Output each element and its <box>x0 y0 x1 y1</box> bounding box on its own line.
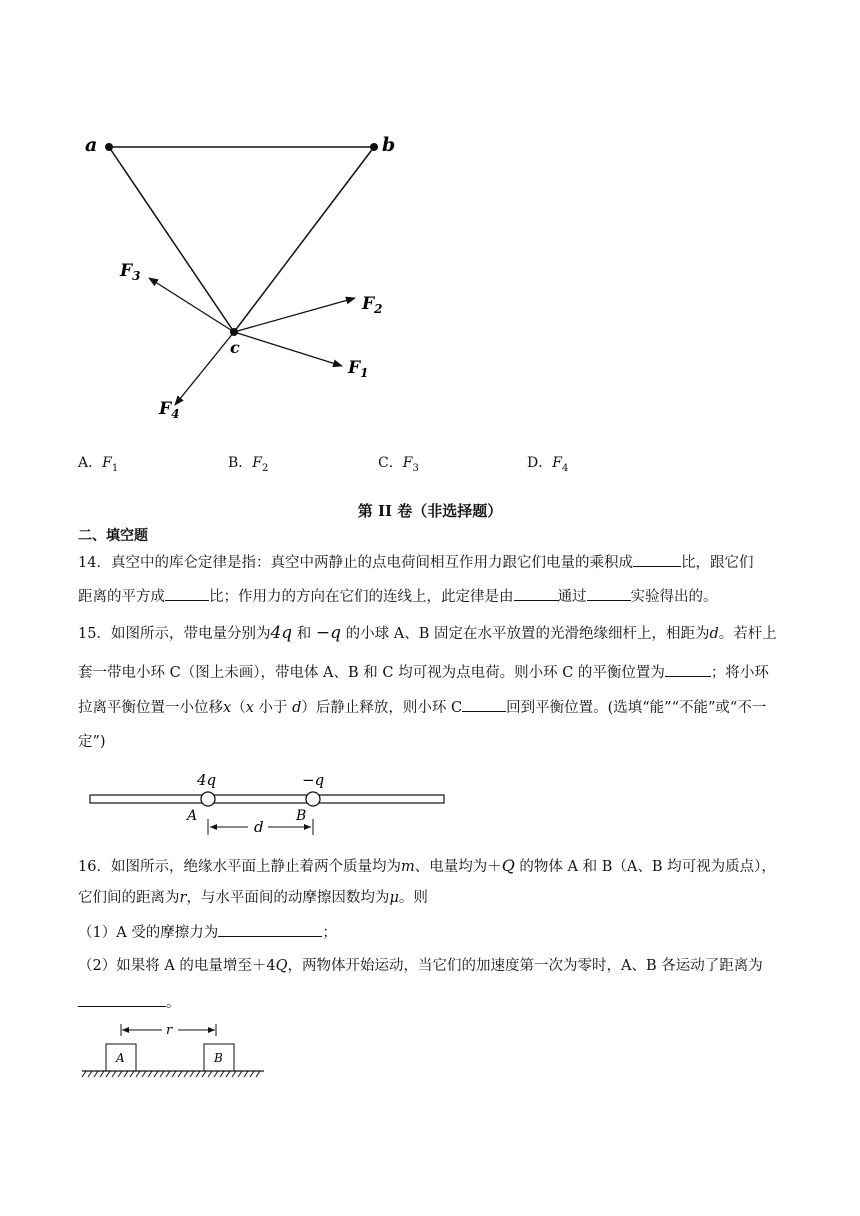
block-b-label: B <box>214 1051 223 1065</box>
edge-ac <box>109 147 234 332</box>
label-f4: $F_4$ <box>159 399 180 421</box>
q16-line5: 。 <box>78 992 181 1013</box>
section-title: 二、填空题 <box>78 528 148 544</box>
charge-b-label: −q <box>302 771 325 789</box>
blocks-diagram <box>78 1018 268 1082</box>
distance-r-label: r <box>166 1023 173 1038</box>
ground-hatching <box>82 1071 260 1077</box>
force-f4-arrow <box>175 332 234 405</box>
force-f2-arrow <box>234 298 355 332</box>
q16-line1: 16．如图所示，绝缘水平面上静止着两个质量均为m、电量均为＋Q 的物体 A 和 B（A、B 均可视为质点）， <box>78 856 776 875</box>
q14-blank-2[interactable] <box>165 586 209 601</box>
ball-a <box>201 792 215 806</box>
label-f2: $F_2$ <box>362 294 383 316</box>
q14-blank-4[interactable] <box>587 586 631 601</box>
q14-blank-3[interactable] <box>514 586 558 601</box>
option-c[interactable]: C．$F_3$ <box>378 455 419 474</box>
label-b: b <box>382 134 396 156</box>
q14-line1: 14．真空中的库仑定律是指：真空中两静止的点电荷间相互作用力跟它们电量的乘积成 比，跟它们 <box>78 552 753 573</box>
q14-blank-1[interactable] <box>633 552 681 567</box>
force-diagram <box>80 120 420 430</box>
option-d[interactable]: D．$F_4$ <box>527 455 569 474</box>
charge-a-label: 4q <box>197 771 217 789</box>
ball-a-label: A <box>187 808 198 824</box>
q15-line3: 拉离平衡位置一小位移x（x 小于 d）后静止释放，则小环 C 回到平衡位置。(选填“能”“不能”或“不一 <box>78 697 766 718</box>
ball-b <box>306 792 320 806</box>
q15-blank-1[interactable] <box>665 662 711 677</box>
edge-bc <box>234 147 374 332</box>
label-f3: $F_3$ <box>120 261 141 283</box>
label-c: c <box>230 338 240 357</box>
q16-part1: （1）A 受的摩擦力为 ； <box>78 922 337 943</box>
block-a-label: A <box>116 1051 125 1065</box>
q15-blank-2[interactable] <box>462 697 506 712</box>
distance-d-label: d <box>254 818 264 836</box>
q16-blank-2[interactable] <box>78 992 166 1007</box>
q15-line1: 15．如图所示，带电量分别为4q 和 −q 的小球 A、B 固定在水平放置的光滑绝缘细杆上，相距为d。若杆上 <box>78 623 777 643</box>
q15-line4: 定”) <box>78 734 106 750</box>
q16-line2: 它们间的距离为r，与水平面间的动摩擦因数均为μ。则 <box>78 890 428 906</box>
q16-part2: （2）如果将 A 的电量增至＋4Q，两物体开始运动，当它们的加速度第一次为零时，A、B 各运动了距离为 <box>78 958 763 974</box>
force-f1-arrow <box>234 332 342 366</box>
point-a <box>105 143 113 151</box>
point-b <box>370 143 378 151</box>
force-f3-arrow <box>149 278 234 332</box>
option-b[interactable]: B．$F_2$ <box>228 455 269 474</box>
label-f1: $F_1$ <box>348 358 369 380</box>
option-a[interactable]: A．$F_1$ <box>78 455 119 474</box>
q14-line2: 距离的平方成 比；作用力的方向在它们的连线上，此定律是由 通过 实验得出的。 <box>78 586 718 607</box>
q15-line2: 套一带电小环 C（图上未画），带电体 A、B 和 C 均可视为点电荷。则小环 C 的平衡位置为 ；将小环 <box>78 662 769 683</box>
part-title: 第 II 卷（非选择题） <box>357 502 503 520</box>
charged-rod-diagram <box>86 765 450 841</box>
ball-b-label: B <box>296 808 307 824</box>
q16-blank-1[interactable] <box>218 922 322 937</box>
label-a: a <box>85 134 98 156</box>
insulating-rod <box>90 795 444 803</box>
